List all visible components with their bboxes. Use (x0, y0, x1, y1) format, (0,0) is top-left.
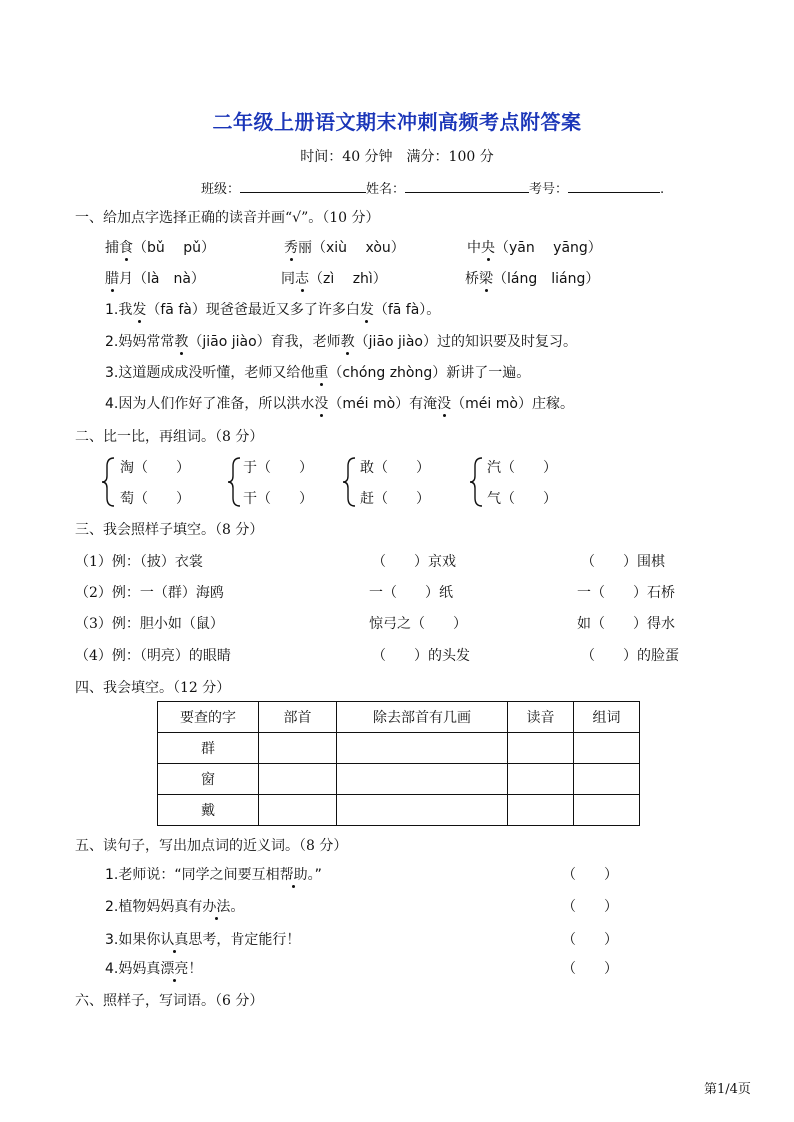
s3-row2-blank1: 一（ ）纸 (369, 585, 453, 601)
s5-answer-2[interactable]: （ ） (562, 899, 618, 915)
answer-cell[interactable] (508, 764, 574, 795)
section2-heading: 二、比一比，再组词。（8 分） (75, 429, 264, 445)
s3-row3-example: （3）例：胆小如（鼠） (75, 616, 224, 632)
table-row (158, 764, 640, 795)
answer-cell[interactable] (337, 764, 508, 795)
s3-row2-example: （2）例：一（群）海鸥 (75, 585, 224, 601)
section5-heading: 五、读句子，写出加点词的近义词。（8 分） (75, 838, 348, 854)
s3-row1-blank2: （ ）围棋 (581, 554, 665, 570)
s5-answer-4[interactable]: （ ） (562, 961, 618, 977)
s2-top-1: 淘（ ） (120, 460, 190, 476)
col-header: 组词 (574, 702, 640, 733)
col-header: 除去部首有几画 (337, 702, 508, 733)
s1-item-xiuli: 秀丽（xiù xòu） (284, 240, 405, 256)
table-row (158, 733, 640, 764)
char-cell: 群 (158, 733, 259, 764)
name-field[interactable] (405, 179, 529, 193)
brace-icon (226, 456, 244, 508)
s3-row4-example: （4）例：（明亮）的眼睛 (75, 648, 231, 664)
s5-sentence-3: 3.如果你认真思考，肯定能行！ (105, 932, 301, 948)
id-label: 考号： (529, 182, 569, 197)
table-header-row (158, 702, 640, 733)
answer-cell[interactable] (337, 733, 508, 764)
s2-bot-2: 干（ ） (243, 491, 313, 507)
s5-sentence-2: 2.植物妈妈真有办法。 (105, 899, 245, 915)
answer-cell[interactable] (259, 764, 337, 795)
brace-icon (341, 456, 359, 508)
info-line: 班级： 姓名： 考号： . (201, 178, 664, 197)
section1-heading: 一、给加点字选择正确的读音并画“√”。（10 分） (75, 210, 380, 226)
s5-answer-3[interactable]: （ ） (562, 932, 618, 948)
lookup-table (157, 701, 640, 826)
section3-heading: 三、我会照样子填空。（8 分） (75, 522, 264, 538)
s1-item-zhongyang: 中央（yān yāng） (467, 240, 602, 256)
section6-heading: 六、照样子，写词语。（6 分） (75, 993, 264, 1009)
answer-cell[interactable] (508, 733, 574, 764)
s3-row2-blank2: 一（ ）石桥 (577, 585, 675, 601)
s3-row3-blank2: 如（ ）得水 (577, 616, 675, 632)
answer-cell[interactable] (574, 733, 640, 764)
s3-row1-example: （1）例：（披）衣裳 (75, 554, 203, 570)
answer-cell[interactable] (574, 795, 640, 826)
answer-cell[interactable] (259, 795, 337, 826)
s2-top-4: 汽（ ） (487, 460, 557, 476)
s5-sentence-4: 4.妈妈真漂亮！ (105, 961, 203, 977)
name-label: 姓名： (366, 182, 406, 197)
s1-item-bushi: 捕食（bǔ pǔ） (105, 240, 215, 256)
brace-icon (100, 456, 118, 508)
page-title: 二年级上册语文期末冲刺高频考点附答案 (212, 110, 582, 134)
answer-cell[interactable] (259, 733, 337, 764)
s3-row1-blank1: （ ）京戏 (372, 554, 456, 570)
s1-item-tongzhi: 同志（zì zhì） (281, 271, 387, 287)
answer-cell[interactable] (508, 795, 574, 826)
answer-cell[interactable] (574, 764, 640, 795)
char-cell: 戴 (158, 795, 259, 826)
col-header: 要查的字 (158, 702, 259, 733)
col-header: 读音 (508, 702, 574, 733)
s3-row3-blank1: 惊弓之（ ） (369, 616, 467, 632)
s2-bot-4: 气（ ） (487, 491, 557, 507)
id-field[interactable] (568, 179, 660, 193)
s1-item-layue: 腊月（là nà） (105, 271, 205, 287)
s1-sentence-4: 4.因为人们作好了准备，所以洪水没（méi mò）有淹没（méi mò）庄稼。 (105, 396, 574, 412)
brace-icon (468, 456, 486, 508)
page-number: 第1/4页 (704, 1082, 751, 1097)
s5-sentence-1: 1.老师说：“同学之间要互相帮助。” (105, 867, 322, 883)
s2-top-2: 于（ ） (243, 460, 313, 476)
col-header: 部首 (259, 702, 337, 733)
answer-cell[interactable] (337, 795, 508, 826)
class-field[interactable] (240, 179, 366, 193)
s1-sentence-3: 3.这道题成成没听懂，老师又给他重（chóng zhòng）新讲了一遍。 (105, 365, 531, 381)
section4-heading: 四、我会填空。（12 分） (75, 680, 231, 696)
s2-bot-3: 赶（ ） (360, 491, 430, 507)
char-cell: 窗 (158, 764, 259, 795)
class-label: 班级： (201, 182, 241, 197)
s3-row4-blank1: （ ）的头发 (372, 648, 470, 664)
s3-row4-blank2: （ ）的脸蛋 (581, 648, 679, 664)
exam-time-score: 时间：40 分钟 满分：100 分 (300, 149, 494, 165)
s5-answer-1[interactable]: （ ） (562, 867, 618, 883)
table-row (158, 795, 640, 826)
s2-bot-1: 萄（ ） (120, 491, 190, 507)
s2-top-3: 敢（ ） (360, 460, 430, 476)
s1-sentence-2: 2.妈妈常常教（jiāo jiào）育我，老师教（jiāo jiào）过的知识要及时复习。 (105, 334, 577, 350)
s1-sentence-1: 1.我发（fā fà）现爸爸最近又多了许多白发（fā fà）。 (105, 302, 441, 318)
s1-item-qiaoliang: 桥梁（láng liáng） (465, 271, 600, 287)
